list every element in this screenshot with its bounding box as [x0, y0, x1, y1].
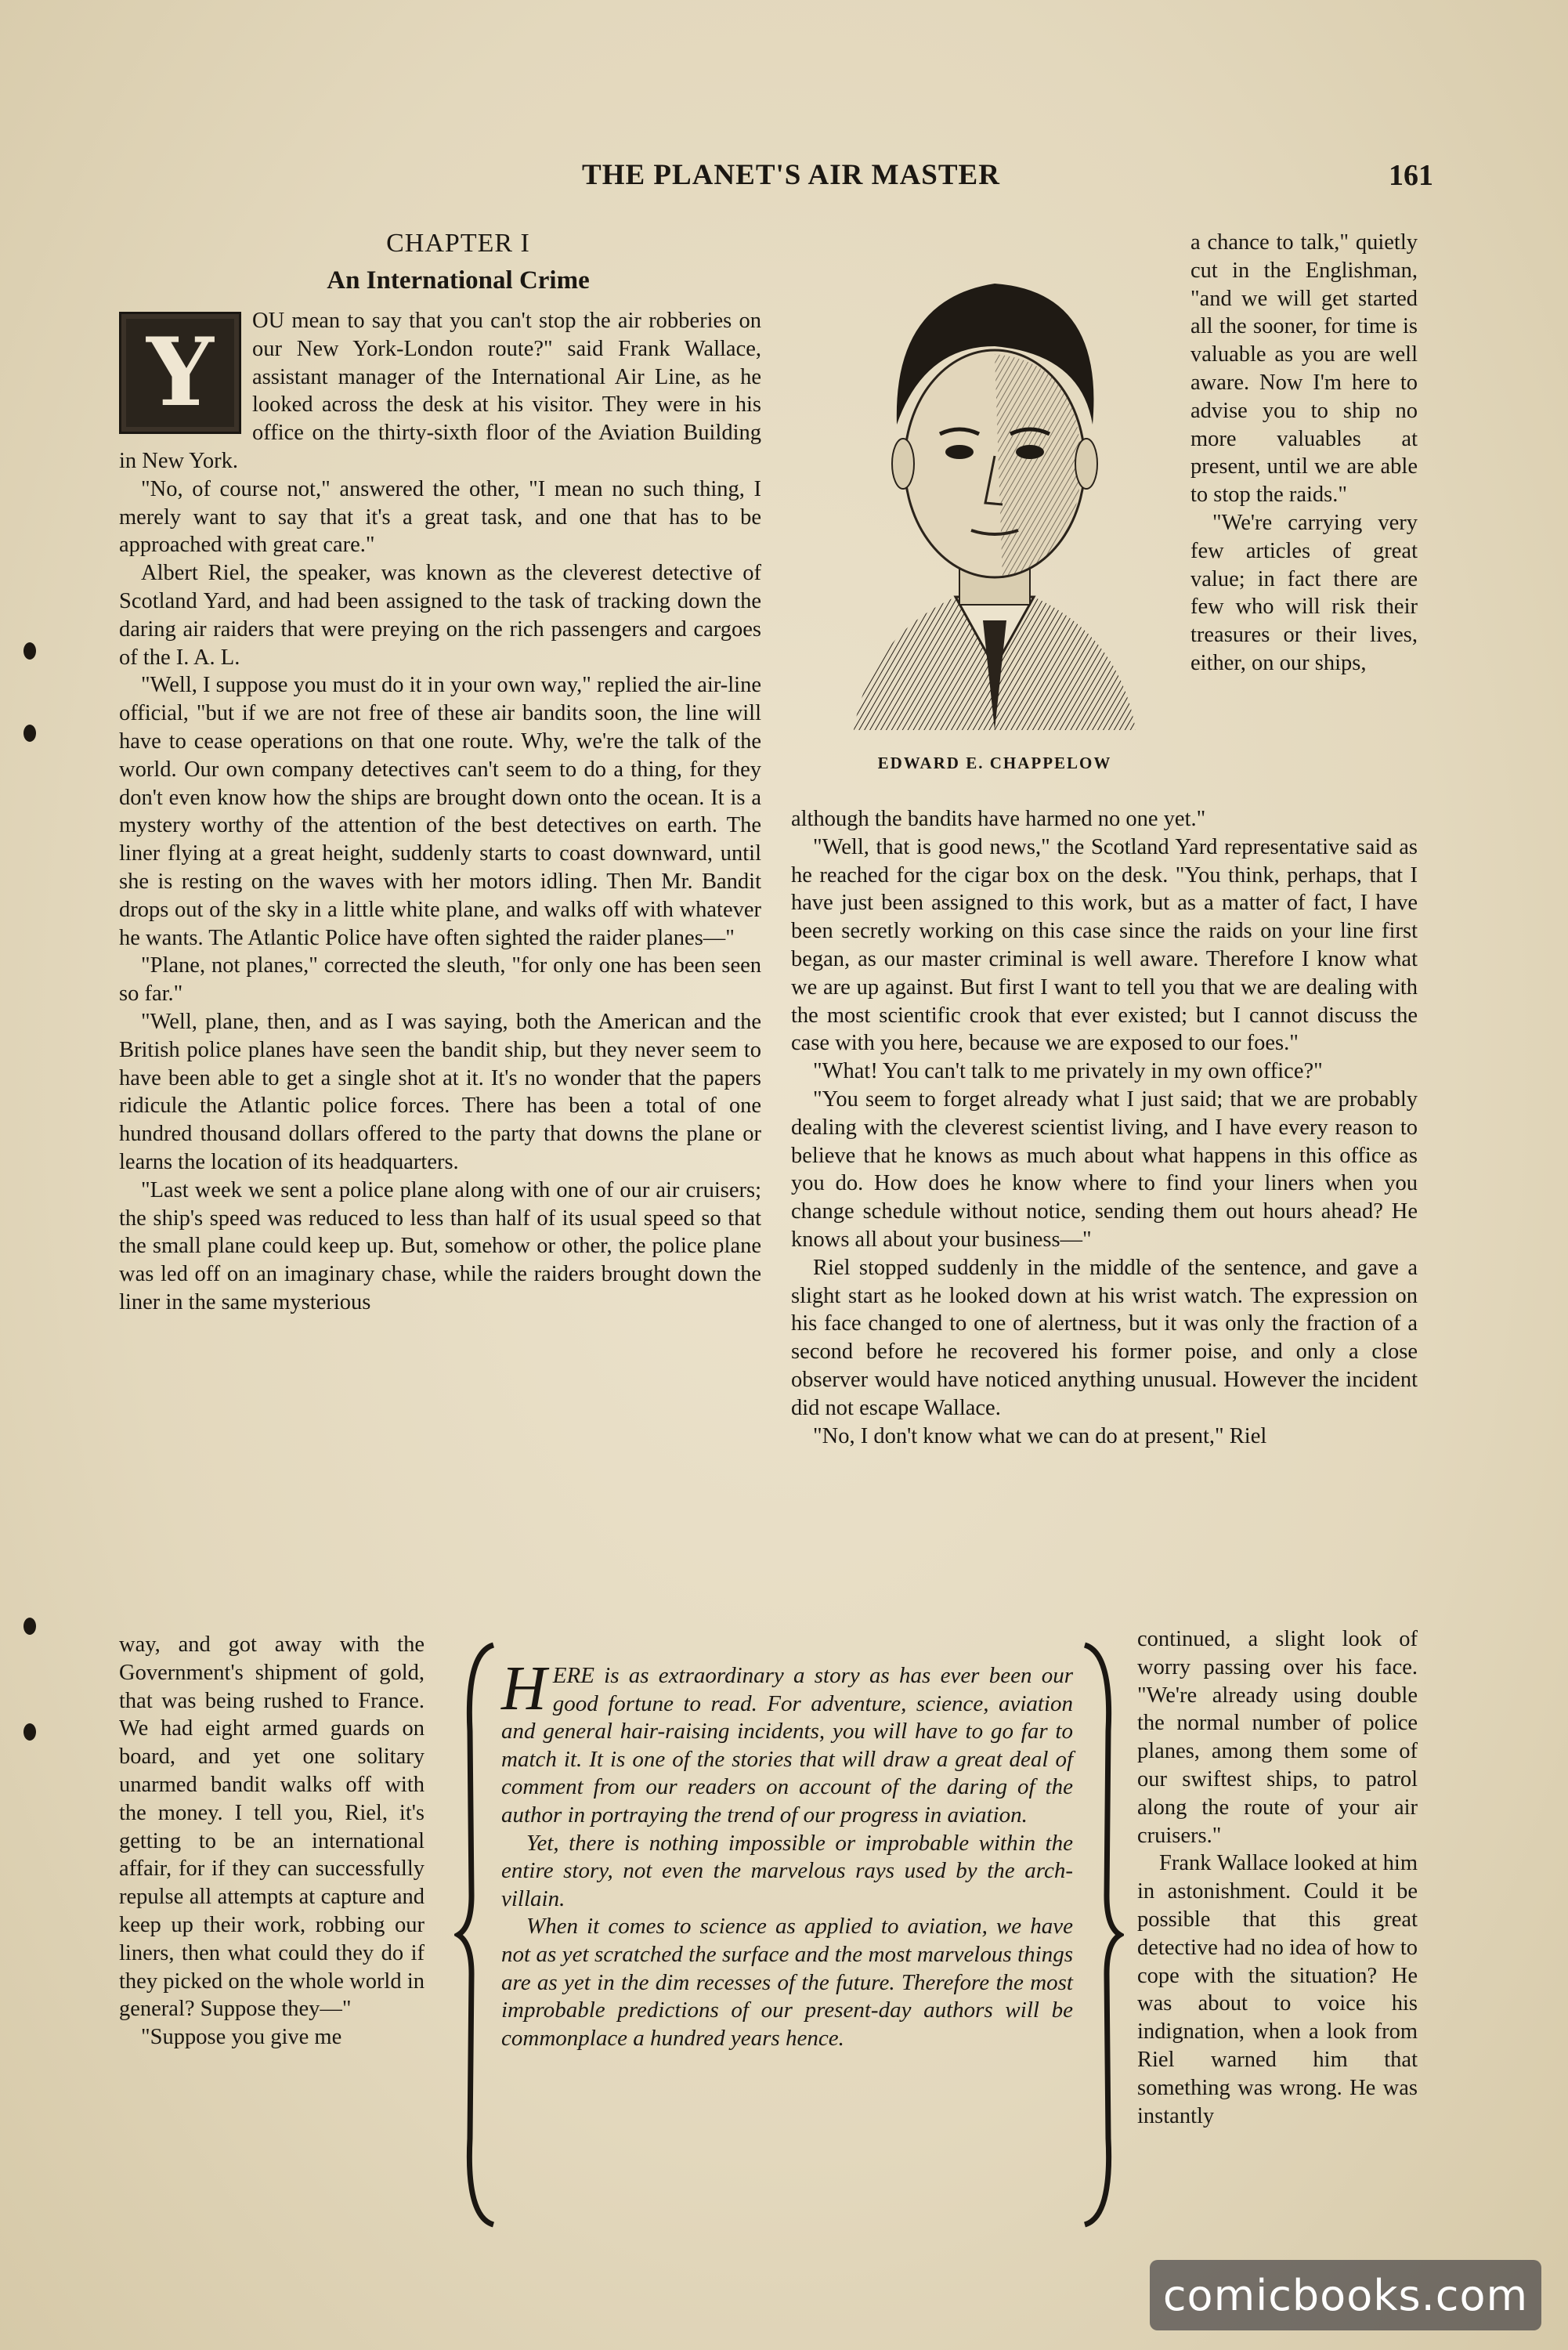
editor-note: [501, 1654, 1073, 2052]
binding-hole: [23, 1618, 36, 1635]
right-column-top: [791, 805, 1418, 1450]
chapter-number: CHAPTER I: [386, 229, 530, 258]
paragraph: Frank Wallace looked at him in astonishment. Could it be possible that this great detective had no idea of how to cope with the situation? He was about to voice his indignation, when a look from Riel warned him that something was wrong. He was instantly: [1137, 1851, 1418, 2128]
portrait-caption: EDWARD E. CHAPPELOW: [877, 754, 1112, 772]
editor-note-paragraph: [501, 1654, 1073, 1830]
right-column-bottom: [1137, 1625, 1418, 2130]
binding-hole: [23, 642, 36, 660]
paragraph: "Well, I suppose you must do it in your own way," replied the air-line official, "but if we are not free of these air bandits soon, the line will have to cease operations on that one route. Why, we're the talk of the world. Our own company detectives can't seem to do a thing, for they don't even know how the ships are brought down onto the ocean. It is a mystery worthy of the attention of the best detectives on earth. The liner flying at a great height, suddenly starts to coast downward, until she is resting on the waves with her motors idling. Then Mr. Bandit drops out of the sky in a little white plane, and walks off with whatever he wants. The Atlantic Police have often sighted the raider planes—": [119, 673, 761, 950]
paragraph: a chance to talk," quietly cut in the Englishman, "and we will get started all the sooner, for time is valuable as you are well aware. Now I'm here to advise you to ship no more valuables at present, until we are able to stop the raids.": [1190, 230, 1418, 508]
paragraph: Riel stopped suddenly in the middle of the sentence, and gave a slight start as he looked down at his wrist watch. The expression on his face changed to one of alertness, but it was only the fraction of a second before he recovered his former poise, and only a close observer would have noticed anything unusual. However the incident did not escape Wallace.: [791, 1255, 1418, 1420]
left-column-top: [119, 307, 761, 1317]
right-brace: [1077, 1637, 1124, 2232]
paragraph: Albert Riel, the speaker, was known as the cleverest detective of Scotland Yard, and had been assigned to the task of tracking down the daring air raiders that were preying on the rich passengers and cargoes of the I. A. L.: [119, 561, 761, 670]
right-column-narrow: [1190, 229, 1418, 678]
running-header: THE PLANET'S AIR MASTER: [582, 159, 1000, 191]
editor-note-initial: H: [501, 1654, 547, 1723]
paragraph: "What! You can't talk to me privately in my own office?": [813, 1059, 1323, 1084]
paragraph: "Well, plane, then, and as I was saying, both the American and the British police planes have seen the bandit ship, but they never seem to have been able to get a single shot at it. It's no wonder that the papers ridicule the Atlantic police forces. There has been a total of one hundred thousand dollars offered to the party that downs the plane or learns the location of its headquarters.: [119, 1009, 761, 1174]
drop-cap: Y: [119, 312, 241, 434]
paragraph: OU mean to say that you can't stop the air robberies on our New York-London route?" said Frank Wallace, assistant manager of the International Air Line, as he looked across the desk at his visitor. They were in his office on the thirty-sixth floor of the Aviation Building in New York.: [119, 309, 761, 473]
left-column-bottom: [119, 1631, 425, 2052]
author-portrait: [822, 229, 1167, 746]
paragraph: "We're carrying very few articles of great value; in fact there are few who will risk their treasures or their lives, either, on our ships,: [1190, 510, 1418, 675]
site-watermark: comicbooks.com: [1150, 2260, 1541, 2330]
paragraph: continued, a slight look of worry passing over his face. "We're already using double the normal number of police planes, among them some of our swiftest ships, to patrol along the route of your air cruisers.": [1137, 1627, 1418, 1848]
paragraph: "Suppose you give me: [141, 2025, 342, 2050]
chapter-title: An International Crime: [327, 266, 590, 295]
paragraph: "You seem to forget already what I just said; that we are probably dealing with the cleverest scientist living, and I have every reason to believe that he knows as much about what happens in this office as you do. How does he know where to find your liners when you change schedule without notice, sending them out hours ahead? He knows all about your business—": [791, 1086, 1418, 1252]
editor-note-paragraph: Yet, there is nothing impossible or improbable within the entire story, not even the marvelous rays used by the arch-villain.: [501, 1830, 1073, 1911]
paragraph: "Last week we sent a police plane along with one of our air cruisers; the ship's speed was reduced to less than half of its usual speed so that the small plane could keep up. But, somehow or other, the police plane was led off on an imaginary chase, while the raiders brought down the liner in the same mysterious: [119, 1177, 761, 1314]
paragraph: "Well, that is good news," the Scotland Yard representative said as he reached for the cigar box on the desk. "You think, perhaps, that I have just been assigned to this work, but as a matter of fact, I have been secretly working on this case since the raids on your line first began, as our master criminal is well aware. Therefore I know what we are up against. But first I want to tell you that we are dealing with the most scientific crook that ever existed; but I cannot discuss the case with you here, because we are exposed to our foes.": [791, 834, 1418, 1056]
editor-note-text: ERE is as extraordinary a story as has ever been our good fortune to read. For adventure, science, aviation and general hair-raising incidents, you will have to go far to match it. It is one of the stories that will draw a great deal of comment from our readers on account of the daring of the author in portraying the trend of our progress in aviation.: [501, 1663, 1073, 1828]
paragraph: "No, I don't know what we can do at present," Riel: [813, 1423, 1267, 1448]
binding-hole: [23, 1723, 36, 1741]
paragraph: "No, of course not," answered the other, "I mean no such thing, I merely want to say that it's a great task, and one that has to be approached with great care.": [119, 476, 761, 558]
portrait-illustration: [822, 229, 1167, 746]
paragraph: "Plane, not planes," corrected the sleuth, "for only one has been seen so far.": [119, 953, 761, 1007]
page-number: 161: [1389, 159, 1433, 192]
editor-note-paragraph: When it comes to science as applied to aviation, we have not as yet scratched the surface and the most marvelous things are as yet in the dim recesses of the future. Therefore the most improbable predictions of our present-day authors will be commonplace a hundred years hence.: [501, 1914, 1073, 2051]
paragraph: way, and got away with the Government's shipment of gold, that was being rushed to France. We had eight armed guards on board, and yet one solitary unarmed bandit walks off with the money. I tell you, Riel, it's getting to be an international affair, for if they can successfully repulse all attempts at capture and keep up their work, robbing our liners, then what could they do if they picked on the whole world in general? Suppose they—": [119, 1632, 425, 2022]
binding-hole: [23, 725, 36, 742]
paragraph: although the bandits have harmed no one yet.": [791, 807, 1206, 831]
left-brace: [454, 1637, 501, 2232]
